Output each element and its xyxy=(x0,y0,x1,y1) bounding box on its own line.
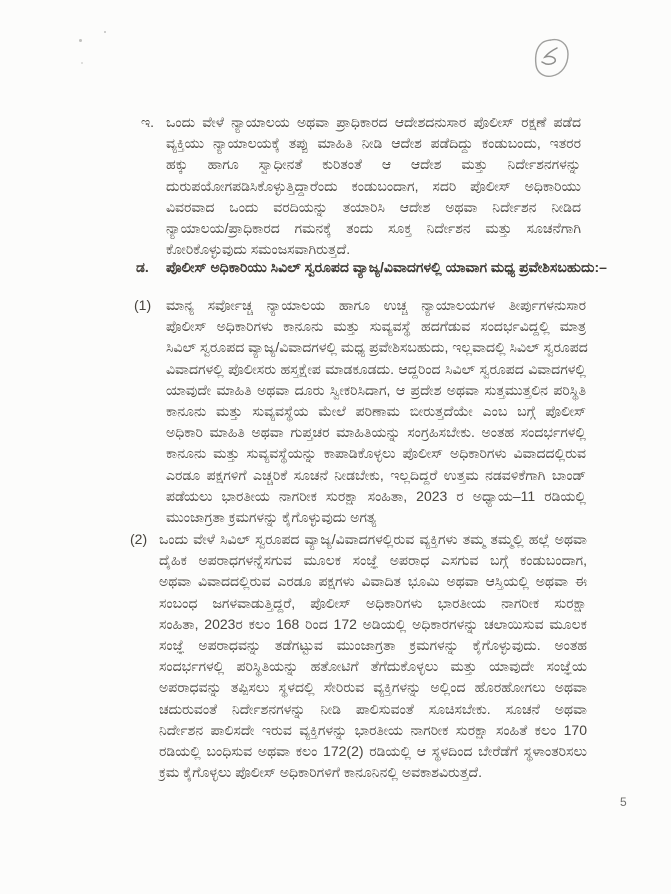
text-line: ಕ್ರಮ ಕೈಗೊಳ್ಳಲು ಪೊಲೀಸ್ ಅಧಿಕಾರಿಗಳಿಗೆ ಕಾನೂನಿನಲ್ಲಿ ಅವಕಾಶವಿರುತ್ತದೆ. xyxy=(159,764,482,781)
paragraph-label: ಇ. xyxy=(141,114,154,130)
text-line: ಅಧಿಕಾರಿ ಮಾಹಿತಿ ಅಥವಾ ಗುಪ್ತಚರ ಮಾಹಿತಿಯನ್ನು ಸಂಗ್ರಹಿಸಬೇಕು. ಅಂತಹ ಸಂದರ್ಭಗಳಲ್ಲಿ xyxy=(166,424,586,441)
text-line: ಕಾನೂನು ಮತ್ತು ಸುವ್ಯವಸ್ಥೆಯ ಮೇಲೆ ಪರಿಣಾಮ ಬೀರುತ್ತದೆಯೇ ಎಂಬ ಬಗ್ಗೆ ಪೊಲೀಸ್ xyxy=(166,402,586,419)
text-line: ರಡಿಯಲ್ಲಿ ಬಂಧಿಸುವ ಅಥವಾ ಕಲಂ 172(2) ರಡಿಯಲ್ಲಿ ಆ ಸ್ಥಳದಿಂದ ಬೇರೆಡೆಗೆ ಸ್ಥಳಾಂತರಿಸಲು xyxy=(159,742,587,759)
text-line: ಸಂಹಿತಾ, 2023ರ ಕಲಂ 168 ರಿಂದ 172 ಅಡಿಯಲ್ಲಿ ಅಧಿಕಾರಗಳನ್ನು ಚಲಾಯಿಸುವ ಮೂಲಕ xyxy=(159,615,587,632)
text-line: ಪೊಲೀಸ್ ಅಧಿಕಾರಿಗಳು ಕಾನೂನು ಮತ್ತು ಸುವ್ಯವಸ್ಥೆ ಹದಗೆಡುವ ಸಂದರ್ಭವಿದ್ದಲ್ಲಿ ಮಾತ್ರ xyxy=(166,318,586,335)
text-line: ಹಕ್ಕು ಹಾಗೂ ಸ್ವಾಧೀನತೆ ಕುರಿತಂತೆ ಆ ಆದೇಶ ಮತ್ತು ನಿರ್ದೇಶನಗಳನ್ನು xyxy=(166,156,581,173)
scan-speck xyxy=(104,31,106,33)
text-line: ಯಾವುದೇ ಮಾಹಿತಿ ಅಥವಾ ದೂರು ಸ್ವೀಕರಿಸಿದಾಗ, ಆ ಪ್ರದೇಶ ಅಥವಾ ಸುತ್ತಮುತ್ತಲಿನ ಪರಿಸ್ಥಿತಿ xyxy=(166,381,586,398)
scan-speck xyxy=(79,39,82,42)
text-line: ಕೋರಿಕೊಳ್ಳುವುದು ಸಮಂಜಸವಾಗಿರುತ್ತದೆ. xyxy=(166,241,351,258)
text-line: ವಿವರವಾದ ಒಂದು ವರದಿಯನ್ನು ತಯಾರಿಸಿ ಆದೇಶ ಅಥವಾ ನಿರ್ದೇಶನ ನೀಡಿದ xyxy=(166,198,581,215)
heading-label: ಡ. xyxy=(136,259,149,275)
text-line: ಸಂಬಂಧ ಜಗಳವಾಡುತ್ತಿದ್ದರೆ, ಪೊಲೀಸ್ ಅಧಿಕಾರಿಗಳು ಭಾರತೀಯ ನಾಗರೀಕ ಸುರಕ್ಷಾ xyxy=(159,594,587,611)
text-line: ದೈಹಿಕ ಅಪರಾಧಗಳನ್ನೆಸಗುವ ಮೂಲಕ ಸಂಜ್ಞೆ ಅಪರಾಧ ಎಸಗುವ ಬಗ್ಗೆ ಕಂಡುಬಂದಾಗ, xyxy=(159,552,587,569)
text-line: ಎರಡೂ ಪಕ್ಷಗಳಿಗೆ ಎಚ್ಚರಿಕೆ ಸೂಚನೆ ನೀಡಬೇಕು, ಇಲ್ಲದಿದ್ದರೆ ಉತ್ತಮ ನಡವಳಿಕೆಗಾಗಿ ಬಾಂಡ್ xyxy=(166,466,586,483)
text-line: ಸಂಜ್ಞೆ ಅಪರಾಧವನ್ನು ತಡೆಗಟ್ಟುವ ಮುಂಜಾಗ್ರತಾ ಕ್ರಮಗಳನ್ನು ಕೈಗೊಳ್ಳುವುದು. ಅಂತಹ xyxy=(159,636,587,653)
text-line: ಪಡೆಯಲು ಭಾರತೀಯ ನಾಗರೀಕ ಸುರಕ್ಷಾ ಸಂಹಿತಾ, 2023 ರ ಅಧ್ಯಾಯ–11 ರಡಿಯಲ್ಲಿ xyxy=(166,487,586,504)
text-line: ದುರುಪಯೋಗಪಡಿಸಿಕೊಳ್ಳುತ್ತಿದ್ದಾರೆಂದು ಕಂಡುಬಂದಾಗ, ಸದರಿ ಪೊಲೀಸ್ ಅಧಿಕಾರಿಯು xyxy=(166,177,581,194)
item-number: (2) xyxy=(130,531,148,547)
paragraph-body xyxy=(166,112,581,260)
section-heading: ಪೊಲೀಸ್ ಅಧಿಕಾರಿಯು ಸಿವಿಲ್ ಸ್ವರೂಪದ ವ್ಯಾಜ್ಯ/ವಿವಾದಗಳಲ್ಲಿ ಯಾವಾಗ ಮಧ್ಯ ಪ್ರವೇಶಿಸಬಹುದು:– xyxy=(166,259,607,275)
scan-speck xyxy=(81,62,83,64)
text-line: ಸಂದರ್ಭಗಳಲ್ಲಿ ಪರಿಸ್ಥಿತಿಯನ್ನು ಹತೋಟಿಗೆ ತೆಗೆದುಕೊಳ್ಳಲು ಮತ್ತು ಯಾವುದೇ ಸಂಜ್ಞೆಯ xyxy=(159,658,587,675)
text-line: ಒಂದು ವೇಳೆ ನ್ಯಾಯಾಲಯ ಅಥವಾ ಪ್ರಾಧಿಕಾರದ ಆದೇಶದನುಸಾರ ಪೊಲೀಸ್ ರಕ್ಷಣೆ ಪಡೆದ xyxy=(166,114,581,130)
text-line: ಅಪರಾಧವನ್ನು ತಪ್ಪಿಸಲು ಸ್ಥಳದಲ್ಲಿ ಸೇರಿರುವ ವ್ಯಕ್ತಿಗಳನ್ನು ಅಲ್ಲಿಂದ ಹೊರಹೋಗಲು ಅಥವಾ xyxy=(159,679,587,696)
text-line: ಅಥವಾ ವಿವಾದದಲ್ಲಿರುವ ಎರಡೂ ಪಕ್ಷಗಳು ವಿವಾದಿತ ಭೂಮಿ ಅಥವಾ ಆಸ್ತಿಯಲ್ಲಿ ಅಥವಾ ಈ xyxy=(159,573,587,590)
item-number: (1) xyxy=(134,297,152,313)
text-line: ಸಿವಿಲ್ ಸ್ವರೂಪದ ವ್ಯಾಜ್ಯ/ವಿವಾದಗಳಲ್ಲಿ ಮಧ್ಯ ಪ್ರವೇಶಿಸಬಹುದು, ಇಲ್ಲವಾದಲ್ಲಿ ಸಿವಿಲ್ ಸ್ವರೂಪದ xyxy=(166,339,588,356)
item-body xyxy=(159,529,587,783)
text-line: ನ್ಯಾಯಾಲಯ/ಪ್ರಾಧಿಕಾರದ ಗಮನಕ್ಕೆ ತಂದು ಸೂಕ್ತ ನಿರ್ದೇಶನ ಮತ್ತು ಸೂಚನೆಗಾಗಿ xyxy=(166,219,581,236)
page-number: 5 xyxy=(620,795,627,809)
text-line: ಮುಂಜಾಗ್ರತಾ ಕ್ರಮಗಳನ್ನು ಕೈಗೊಳ್ಳುವುದು ಅಗತ್ಯ xyxy=(166,508,377,525)
text-line: ಒಂದು ವೇಳೆ ಸಿವಿಲ್ ಸ್ವರೂಪದ ವ್ಯಾಜ್ಯ/ವಿವಾದಗಳಲ್ಲಿರುವ ವ್ಯಕ್ತಿಗಳು ತಮ್ಮ ತಮ್ಮಲ್ಲಿ ಹಲ್ಲೆ ಅಥವಾ xyxy=(159,531,587,547)
text-line: ಚದುರುವಂತೆ ನಿರ್ದೇಶನಗಳನ್ನು ನೀಡಿ ಪಾಲಿಸುವಂತೆ ಸೂಚಿಸಬೇಕು. ಸೂಚನೆ ಅಥವಾ xyxy=(159,700,587,717)
text-line: ಕಾನೂನು ಮತ್ತು ಸುವ್ಯವಸ್ಥೆಯನ್ನು ಕಾಪಾಡಿಕೊಳ್ಳಲು ಪೊಲೀಸ್ ಅಧಿಕಾರಿಗಳು ವಿವಾದದಲ್ಲಿರುವ xyxy=(166,445,586,462)
text-line: ವ್ಯಕ್ತಿಯು ನ್ಯಾಯಾಲಯಕ್ಕೆ ತಪ್ಪು ಮಾಹಿತಿ ನೀಡಿ ಆದೇಶ ಪಡೆದಿದ್ದು ಕಂಡುಬಂದು, ಇತರರ xyxy=(166,135,581,152)
handwritten-circled-mark xyxy=(529,35,573,88)
text-line: ವಿವಾದಗಳಲ್ಲಿ ಪೊಲೀಸರು ಹಸ್ತಕ್ಷೇಪ ಮಾಡಕೂಡದು. ಆದ್ದರಿಂದ ಸಿವಿಲ್ ಸ್ವರೂಪದ ವಿವಾದಗಳಲ್ಲಿ xyxy=(166,360,586,377)
item-body xyxy=(166,295,586,528)
text-line: ನಿರ್ದೇಶನ ಪಾಲಿಸದೇ ಇರುವ ವ್ಯಕ್ತಿಗಳನ್ನು ಭಾರತೀಯ ನಾಗರೀಕ ಸುರಕ್ಷಾ ಸಂಹಿತೆ ಕಲಂ 170 xyxy=(159,721,587,738)
text-line: ಮಾನ್ಯ ಸರ್ವೋಚ್ಚ ನ್ಯಾಯಾಲಯ ಹಾಗೂ ಉಚ್ಚ ನ್ಯಾಯಾಲಯಗಳ ತೀರ್ಪುಗಳನುಸಾರ xyxy=(166,297,586,313)
